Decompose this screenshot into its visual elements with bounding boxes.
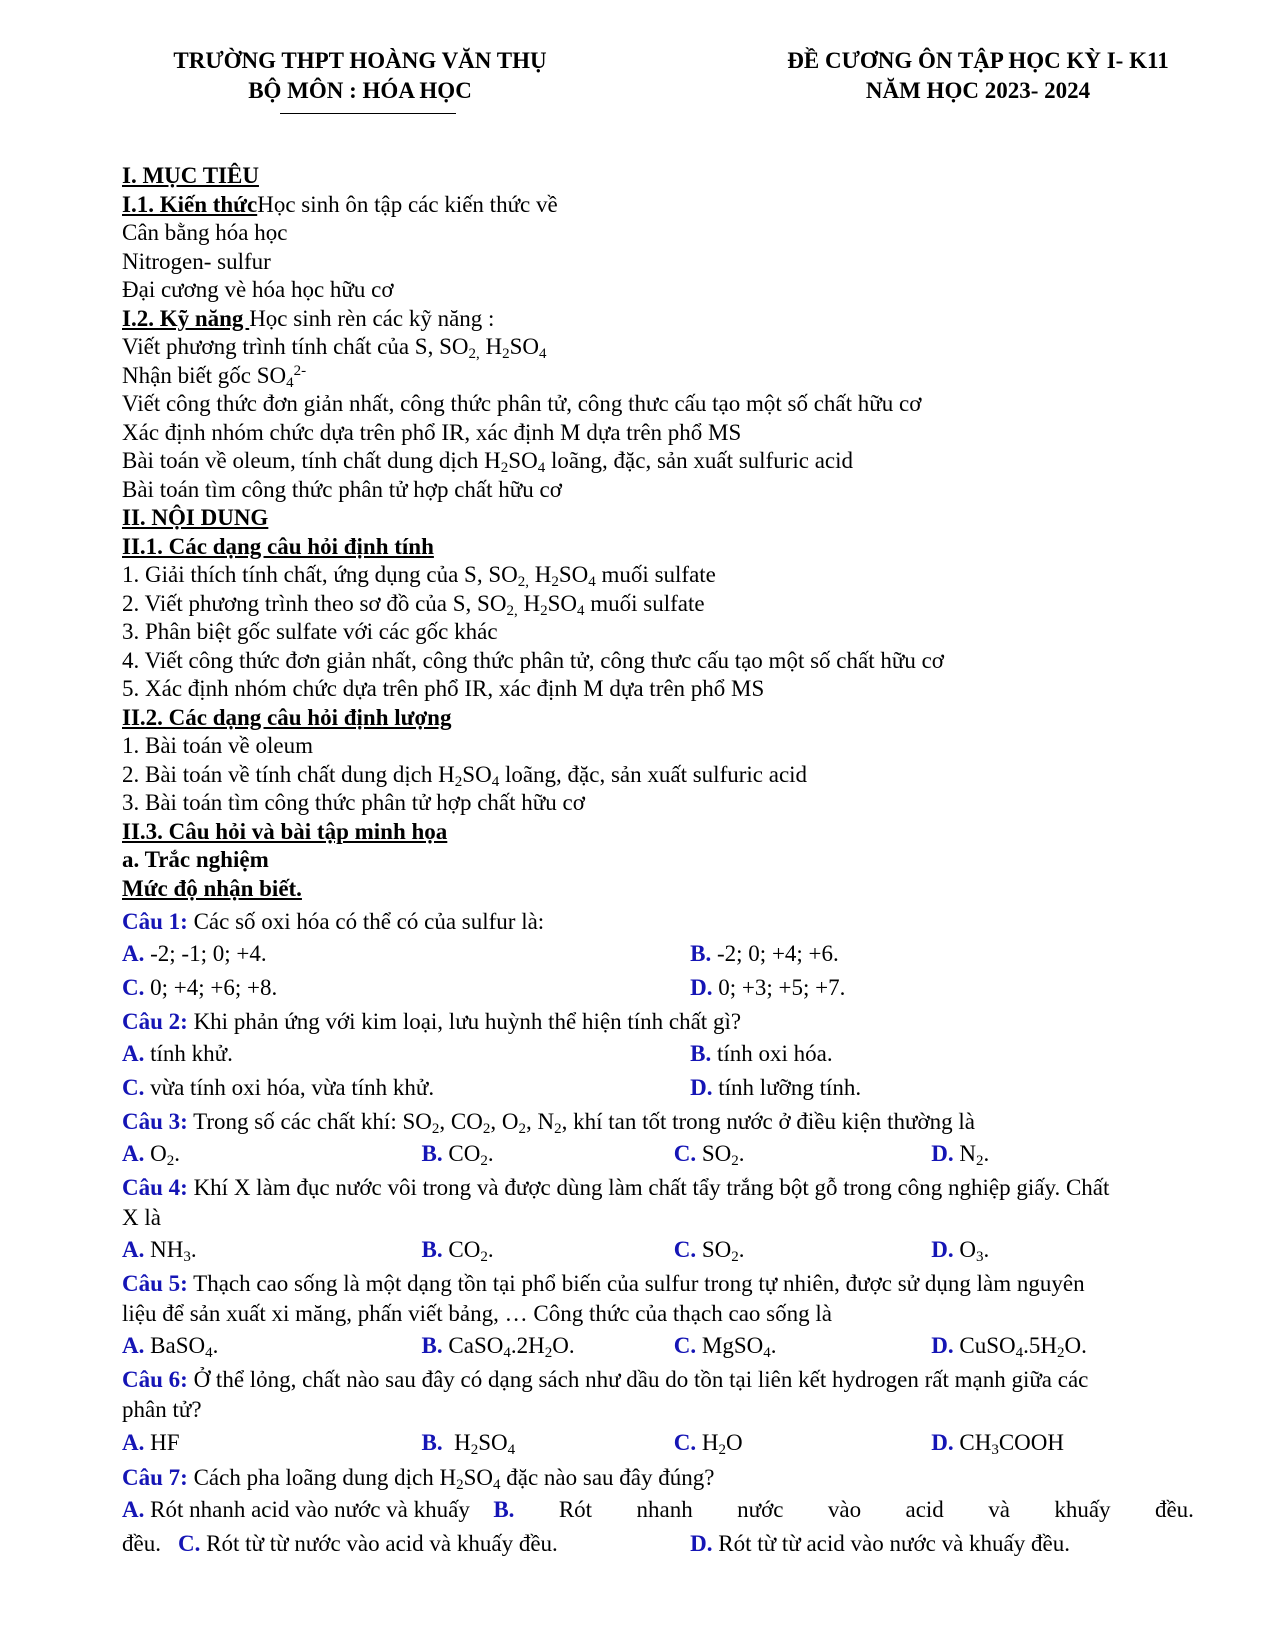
options-row (122, 971, 1194, 1005)
school-year: NĂM HỌC 2023- 2024 (865, 78, 1091, 103)
option-d[interactable]: D. tính lưỡng tính. (690, 1075, 862, 1100)
option-d[interactable]: D. Rót từ từ acid vào nước và khuấy đều. (690, 1531, 1070, 1556)
option-a[interactable]: A. HF (122, 1430, 180, 1455)
option-a[interactable]: A. -2; -1; 0; +4. (122, 941, 267, 966)
list-item: 2. Viết phương trình theo sơ đồ của S, $SO_{2,}$ $H_2SO_4$ muối sulfate (122, 590, 705, 619)
option-a[interactable]: A. $O_2$. (122, 1141, 180, 1169)
options-row (122, 1137, 1194, 1171)
option-a[interactable]: A. BaSO$_4$. (122, 1333, 219, 1361)
quantitative-title: II.2. Các dạng câu hỏi định lượng (122, 704, 452, 730)
knowledge-line (122, 191, 1194, 220)
option-d[interactable]: D. $O_3$. (931, 1237, 990, 1265)
list-item: 1. Giải thích tính chất, ứng dụng của S, $SO_{2,}$ $H_2SO_4$ muối sulfate (122, 562, 716, 590)
knowledge-item: Nitrogen- sulfur (122, 248, 271, 274)
option-b[interactable]: B. $CO_2$. (421, 1237, 494, 1265)
option-c[interactable]: C. vừa tính oxi hóa, vừa tính khử. (122, 1075, 435, 1100)
qualitative-title: II.1. Các dạng câu hỏi định tính (122, 533, 434, 559)
skills-line (122, 305, 1194, 334)
skills-label: I.2. Kỹ năng (122, 305, 250, 331)
school-name: TRƯỜNG THPT HOÀNG VĂN THỤ (173, 48, 547, 73)
option-d[interactable]: D. $CH_3COOH$ (931, 1430, 1064, 1458)
skill-item: Nhận biết gốc $SO_4^{2-}$ (122, 362, 307, 391)
question-5: Câu 5: Thạch cao sống là một dạng tồn tại phổ biến của sulfur trong tự nhiên, được sử dụng làm nguyên (122, 1271, 1085, 1296)
list-item: 3. Phân biệt gốc sulfate với các gốc khác (122, 619, 498, 644)
question-6-cont: phân tử? (122, 1397, 202, 1422)
level-title: Mức độ nhận biết. (122, 875, 302, 901)
skill-item: Bài toán về oleum, tính chất dung dịch $H_2SO_4$ loãng, đặc, sản xuất sulfuric acid (122, 448, 854, 476)
question-7: Câu 7: Cách pha loãng dung dịch $H_2SO_4$ đặc nào sau đây đúng? (122, 1465, 715, 1493)
document-body (122, 162, 1194, 1561)
options-row (122, 1527, 1194, 1561)
knowledge-intro: Học sinh ôn tập các kiến thức về (257, 191, 558, 217)
knowledge-item: Đại cương vè hóa học hữu cơ (122, 277, 394, 302)
option-c[interactable]: C. $SO_2$. (673, 1237, 745, 1265)
options-row (122, 1425, 1194, 1461)
question-6: Câu 6: Ở thể lỏng, chất nào sau đây có dạng sách như dầu do tồn tại liên kết hydrogen rất mạnh giữa các (122, 1367, 1089, 1392)
section-content-title: II. NỘI DUNG (122, 505, 269, 530)
options-row (122, 1329, 1194, 1363)
option-a[interactable]: A. $NH_3$. (122, 1237, 197, 1265)
option-d[interactable]: D. $CuSO_4.5H_2O$. (931, 1333, 1087, 1361)
list-item: 3. Bài toán tìm công thức phân tử hợp chất hữu cơ (122, 790, 585, 815)
option-b[interactable]: B. tính oxi hóa. (690, 1041, 833, 1066)
list-item: 5. Xác định nhóm chức dựa trên phổ IR, xác định M dựa trên phổ MS (122, 676, 765, 701)
header-right (738, 46, 1218, 106)
header-left (150, 46, 570, 106)
question-4: Câu 4: Khí X làm đục nước vôi trong và được dùng làm chất tẩy trắng bột gỗ trong công nghiệp giấy. Chất (122, 1175, 1110, 1200)
header-divider (280, 113, 456, 114)
question-1: Câu 1: Các số oxi hóa có thể có của sulfur là: (122, 909, 545, 934)
option-c[interactable]: C. Rót từ từ nước vào acid và khuấy đều. (178, 1531, 558, 1556)
option-a[interactable]: A. tính khử. (122, 1041, 233, 1066)
option-c[interactable]: C. 0; +4; +6; +8. (122, 975, 278, 1000)
skill-item: Bài toán tìm công thức phân tử hợp chất hữu cơ (122, 476, 562, 502)
option-d[interactable]: D. $N_2$. (931, 1141, 990, 1169)
list-item: 4. Viết công thức đơn giản nhất, công thức phân tử, công thưc cấu tạo một số chất hữu cơ (122, 647, 944, 673)
option-c[interactable]: C. $H_2O$ (673, 1430, 743, 1458)
department-name: BỘ MÔN : HÓA HỌC (248, 78, 472, 103)
option-b[interactable]: B. -2; 0; +4; +6. (690, 941, 839, 966)
knowledge-item: Cân bằng hóa học (122, 220, 288, 245)
list-item: 1. Bài toán về oleum (122, 733, 313, 758)
question-2: Câu 2: Khi phản ứng với kim loại, lưu huỳnh thể hiện tính chất gì? (122, 1009, 742, 1034)
knowledge-label: I.1. Kiến thức (122, 191, 258, 217)
option-b[interactable]: B. $H_2SO_4$ (421, 1430, 516, 1458)
options-row (122, 1037, 1194, 1071)
multiple-choice-title: a. Trắc nghiệm (122, 847, 269, 872)
option-a[interactable]: A. Rót nhanh acid vào nước và khuấy đều. (122, 1497, 470, 1556)
option-b[interactable]: B. Rót nhanh nước vào acid và khuấy đều. (493, 1497, 1194, 1522)
document-title: ĐỀ CƯƠNG ÔN TẬP HỌC KỲ I- K11 (787, 48, 1169, 73)
list-item: 2. Bài toán về tính chất dung dịch $H_2SO_4$ loãng, đặc, sản xuất sulfuric acid (122, 761, 808, 790)
options-row (122, 937, 1194, 971)
question-4-cont: X là (122, 1205, 161, 1230)
question-5-cont: liệu để sản xuất xi măng, phấn viết bảng, … Công thức của thạch cao sống là (122, 1301, 832, 1326)
skill-item: Viết phương trình tính chất của S, $SO_{2,}$ $H_2SO_4$ (122, 334, 547, 362)
options-row (122, 1071, 1194, 1105)
skill-item: Xác định nhóm chức dựa trên phổ IR, xác định M dựa trên phổ MS (122, 419, 742, 445)
options-row (122, 1233, 1194, 1267)
option-b[interactable]: B. $CaSO_4.2H_2O$. (421, 1333, 575, 1361)
option-d[interactable]: D. 0; +3; +5; +7. (690, 975, 846, 1000)
section-objectives-title: I. MỤC TIÊU (122, 163, 259, 188)
skills-intro: Học sinh rèn các kỹ năng : (249, 305, 495, 331)
option-b[interactable]: B. $CO_2$. (421, 1141, 494, 1169)
skill-item: Viết công thức đơn giản nhất, công thức phân tử, công thưc cấu tạo một số chất hữu cơ (122, 391, 922, 416)
examples-title: II.3. Câu hỏi và bài tập minh họa (122, 818, 448, 844)
question-3: Câu 3: Trong số các chất khí: $SO_2$, $CO_2$, $O_2$, $N_2$, khí tan tốt trong nước ở điều kiện thường là (122, 1109, 975, 1137)
option-c[interactable]: C. $SO_2$. (673, 1141, 745, 1169)
option-c[interactable]: C. MgSO$_4$. (673, 1333, 777, 1361)
